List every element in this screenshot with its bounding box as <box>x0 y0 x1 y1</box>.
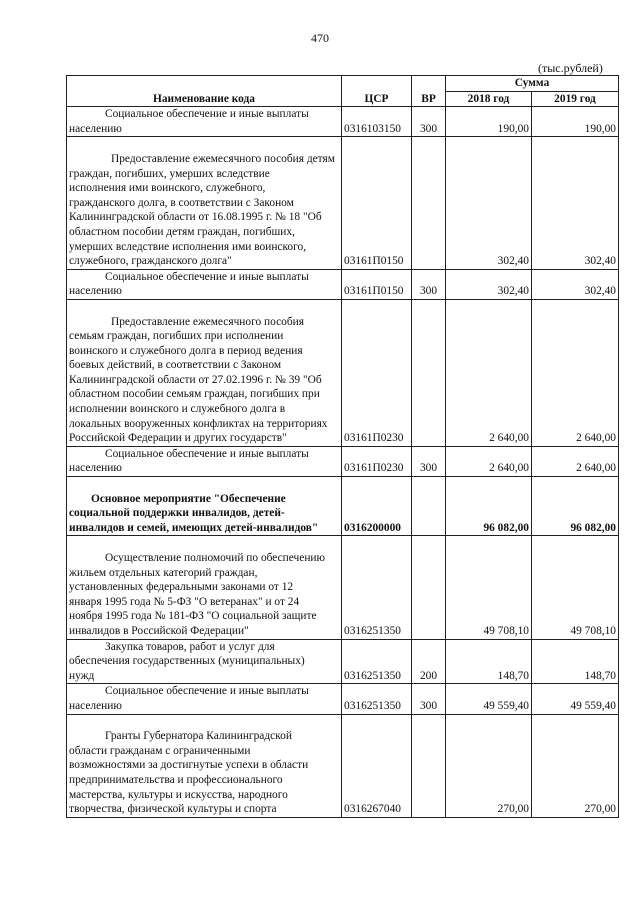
budget-table <box>66 75 619 818</box>
header-name: Наименование кода <box>67 76 342 107</box>
table-row <box>67 137 619 269</box>
row-2018: 2 640,00 <box>446 446 532 476</box>
row-2018: 96 082,00 <box>446 477 532 536</box>
row-vr: 300 <box>412 684 446 714</box>
table-row <box>67 107 619 137</box>
table-row <box>67 536 619 639</box>
row-name: Основное мероприятие "Обеспечение социальной поддержки инвалидов, детей- инвалидов и семей, имеющих детей-инвалидов" <box>67 477 342 536</box>
row-csr: 0316267040 <box>342 714 412 817</box>
row-2019: 2 640,00 <box>532 446 619 476</box>
table-row <box>67 477 619 536</box>
row-vr <box>412 299 446 446</box>
row-csr: 03161П0150 <box>342 269 412 299</box>
row-2019: 302,40 <box>532 269 619 299</box>
page-number: 470 <box>311 31 329 45</box>
row-2018: 302,40 <box>446 269 532 299</box>
row-vr: 200 <box>412 639 446 684</box>
table-row <box>67 299 619 446</box>
row-csr: 0316251350 <box>342 536 412 639</box>
row-2018: 148,70 <box>446 639 532 684</box>
row-vr <box>412 536 446 639</box>
row-name: Социальное обеспечение и иные выплаты населению <box>67 107 342 137</box>
row-2018: 49 708,10 <box>446 536 532 639</box>
row-name: Закупка товаров, работ и услуг для обеспечения государственных (муниципальных) нужд <box>67 639 342 684</box>
row-name: Социальное обеспечение и иные выплаты населению <box>67 684 342 714</box>
row-2019: 49 708,10 <box>532 536 619 639</box>
row-2019: 148,70 <box>532 639 619 684</box>
row-2018: 190,00 <box>446 107 532 137</box>
table-row <box>67 269 619 299</box>
row-csr: 0316251350 <box>342 639 412 684</box>
header-csr: ЦСР <box>342 76 412 107</box>
table-row <box>67 639 619 684</box>
header-2018: 2018 год <box>446 91 532 107</box>
header-2019: 2019 год <box>532 91 619 107</box>
row-2019: 190,00 <box>532 107 619 137</box>
row-2018: 270,00 <box>446 714 532 817</box>
row-name: Предоставление ежемесячного пособия детям граждан, погибших, умерших вследствие исполнения ими воинского, служебного, гражданского долга, в соответствии с Законом Калининградской области от 16.08.1995 г. № 18 "Об областном пособии детям граждан, погибших, умерших вследствие исполнения ими воинского, служебного, гражданского долга" <box>67 137 342 269</box>
row-vr: 300 <box>412 107 446 137</box>
row-vr <box>412 137 446 269</box>
header-vr: ВР <box>412 76 446 107</box>
row-csr: 0316200000 <box>342 477 412 536</box>
row-2019: 49 559,40 <box>532 684 619 714</box>
row-2018: 2 640,00 <box>446 299 532 446</box>
row-2019: 270,00 <box>532 714 619 817</box>
table-row <box>67 714 619 817</box>
row-name: Социальное обеспечение и иные выплаты населению <box>67 446 342 476</box>
header-sum: Сумма <box>446 76 619 92</box>
row-name: Социальное обеспечение и иные выплаты населению <box>67 269 342 299</box>
table-row <box>67 684 619 714</box>
row-vr <box>412 714 446 817</box>
table-row <box>67 446 619 476</box>
row-2018: 49 559,40 <box>446 684 532 714</box>
row-csr: 03161П0150 <box>342 137 412 269</box>
row-vr: 300 <box>412 446 446 476</box>
units-label: (тыс.рублей) <box>538 61 603 75</box>
row-2019: 302,40 <box>532 137 619 269</box>
row-2019: 2 640,00 <box>532 299 619 446</box>
row-vr <box>412 477 446 536</box>
row-2018: 302,40 <box>446 137 532 269</box>
row-name: Гранты Губернатора Калининградской области гражданам с ограниченными возможностями за достигнутые успехи в области предпринимательства и профессионального мастерства, культуры и искусства, народного творчества, физической культуры и спорта <box>67 714 342 817</box>
row-csr: 03161П0230 <box>342 446 412 476</box>
row-name: Осуществление полномочий по обеспечению жильем отдельных категорий граждан, установленных федеральными законами от 12 января 1995 года № 5-ФЗ "О ветеранах" и от 24 ноября 1995 года № 181-ФЗ "О социальной защите инвалидов в Российской Федерации" <box>67 536 342 639</box>
row-csr: 0316251350 <box>342 684 412 714</box>
row-csr: 03161П0230 <box>342 299 412 446</box>
row-vr: 300 <box>412 269 446 299</box>
row-name: Предоставление ежемесячного пособия семьям граждан, погибших при исполнении воинского и служебного долга в период ведения боевых действий, в соответствии с Законом Калининградской области от 27.02.1996 г. № 39 "Об областном пособии семьям граждан, погибших при исполнении воинского и служебного долга в локальных вооруженных конфликтах на территориях Российской Федерации и других государств" <box>67 299 342 446</box>
row-csr: 0316103150 <box>342 107 412 137</box>
row-2019: 96 082,00 <box>532 477 619 536</box>
